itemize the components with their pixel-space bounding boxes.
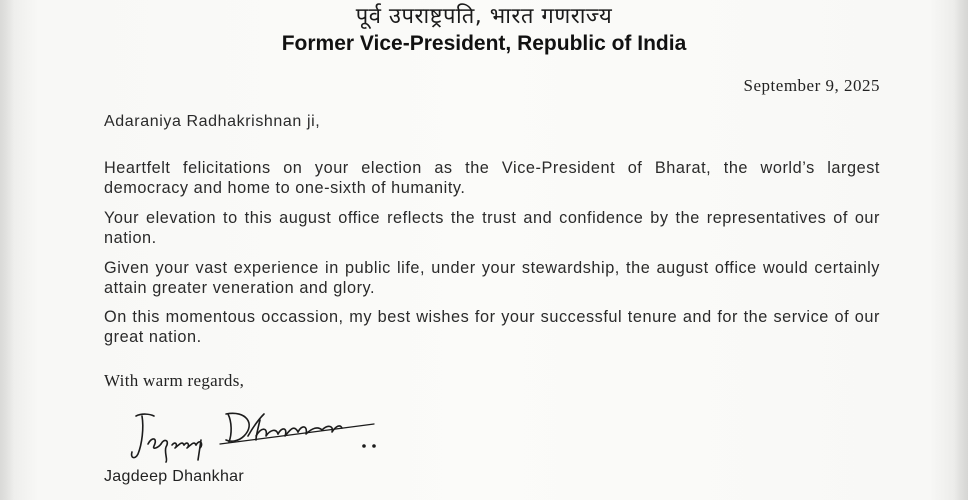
page-edge-shadow-left <box>0 0 14 500</box>
letterhead-hindi-title: पूर्व उपराष्ट्रपति, भारत गणराज्य <box>355 4 613 29</box>
body-paragraph-1: Heartfelt felicitations on your election as the Vice-President of Bharat, the world’s largest democracy and home to one-sixth of humanity. <box>104 159 880 197</box>
page-edge-shadow-right <box>954 0 968 500</box>
letterhead <box>0 4 968 57</box>
salutation: Adaraniya Radhakrishnan ji, <box>104 113 321 130</box>
letter-date: September 9, 2025 <box>743 76 880 95</box>
handwritten-signature <box>128 402 388 464</box>
body-paragraph-4: On this momentous occassion, my best wishes for your successful tenure and for the service of our great nation. <box>104 308 880 346</box>
body-paragraph-2: Your elevation to this august office reflects the trust and confidence by the representatives of our nation. <box>104 209 880 247</box>
body-paragraph-3: Given your vast experience in public life, under your stewardship, the august office would certainly attain greater veneration and glory. <box>104 259 880 297</box>
closing: With warm regards, <box>104 371 245 390</box>
letterhead-english-title: Former Vice-President, Republic of India <box>281 32 687 55</box>
signatory-name: Jagdeep Dhankhar <box>104 468 245 485</box>
